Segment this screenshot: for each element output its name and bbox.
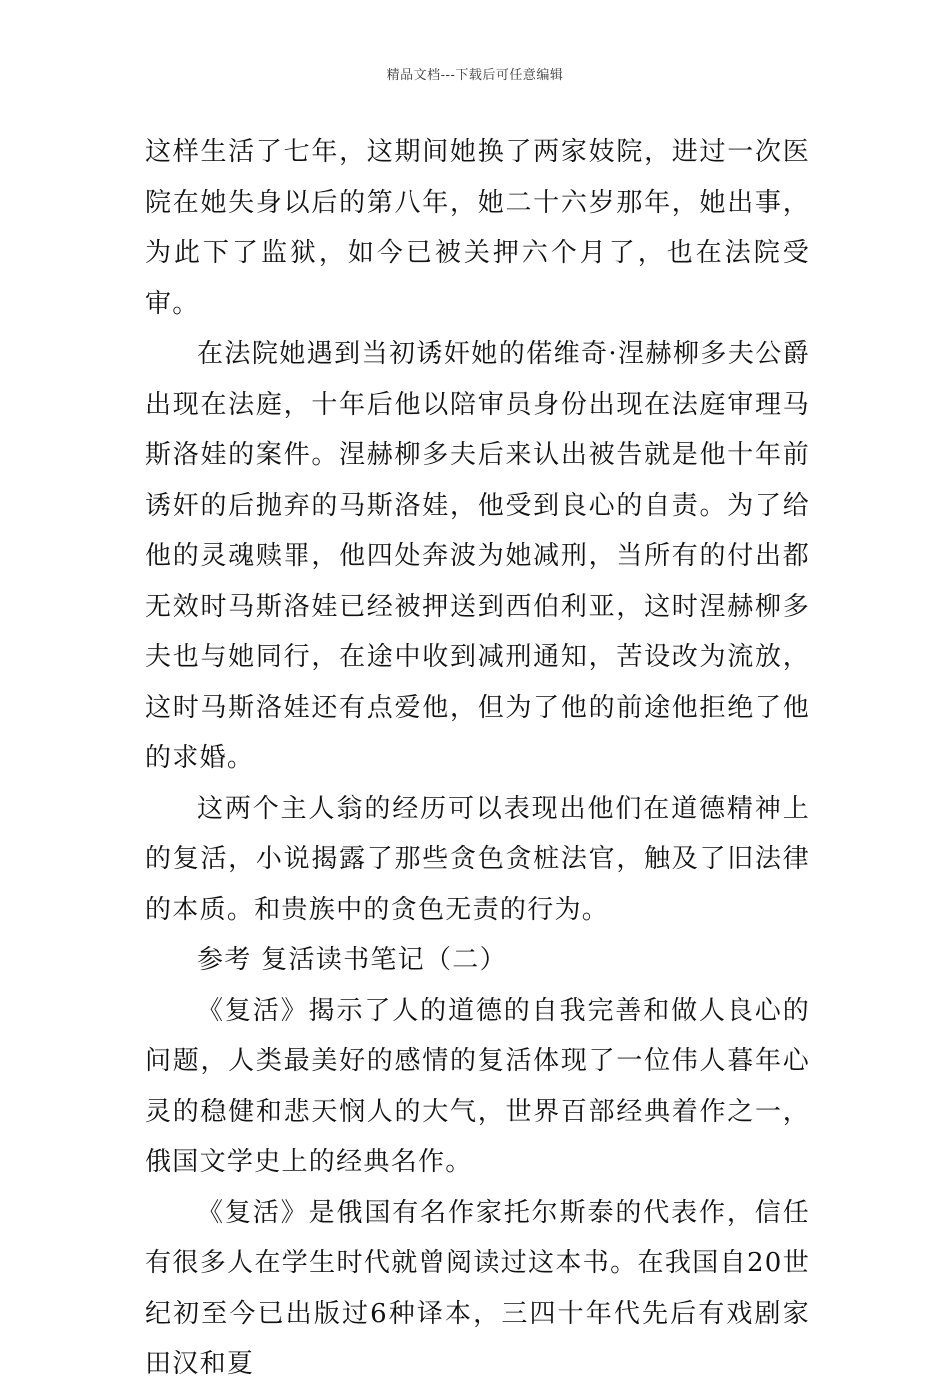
paragraph-4: 《复活》揭示了人的道德的自我完善和做人良心的问题，人类最美好的感情的复活体现了一位伟人暮年心灵的稳健和悲天悯人的大气，世界百部经典着作之一，俄国文学史上的经典名作。 (145, 995, 810, 1177)
page-header: 精品文档---下载后可任意编辑 (386, 68, 564, 83)
paragraph-2: 在法院她遇到当初诱奸她的偌维奇·涅赫柳多夫公爵出现在法庭，十年后他以陪审员身份出现在法庭审理马斯洛娃的案件。涅赫柳多夫后来认出被告就是他十年前诱奸的后抛弃的马斯洛娃，他受到良心的自责。为了给他的灵魂赎罪，他四处奔波为她减刑，当所有的付出都无效时马斯洛娃已经被押送到西伯利亚，这时涅赫柳多夫也与她同行，在途中收到减刑通知，苦设改为流放，这时马斯洛娃还有点爱他，但为了他的前途他拒绝了他的求婚。 (145, 339, 810, 773)
paragraph-1: 这样生活了七年，这期间她换了两家妓院，进过一次医院在她失身以后的第八年，她二十六岁那年，她出事，为此下了监狱，如今已被关押六个月了，也在法院受审。 (145, 137, 810, 319)
paragraph-5: 《复活》是俄国有名作家托尔斯泰的代表作，信任有很多人在学生时代就曾阅读过这本书。在我国自20世纪初至今已出版过6种译本，三四十年代先后有戏剧家田汉和夏 (145, 1197, 810, 1379)
document-body (145, 127, 810, 1390)
section-heading: 参考 复活读书笔记（二） (197, 945, 507, 975)
paragraph-3: 这两个主人翁的经历可以表现出他们在道德精神上的复活，小说揭露了那些贪色贪桩法官，触及了旧法律的本质。和贵族中的贪色无责的行为。 (145, 793, 810, 925)
